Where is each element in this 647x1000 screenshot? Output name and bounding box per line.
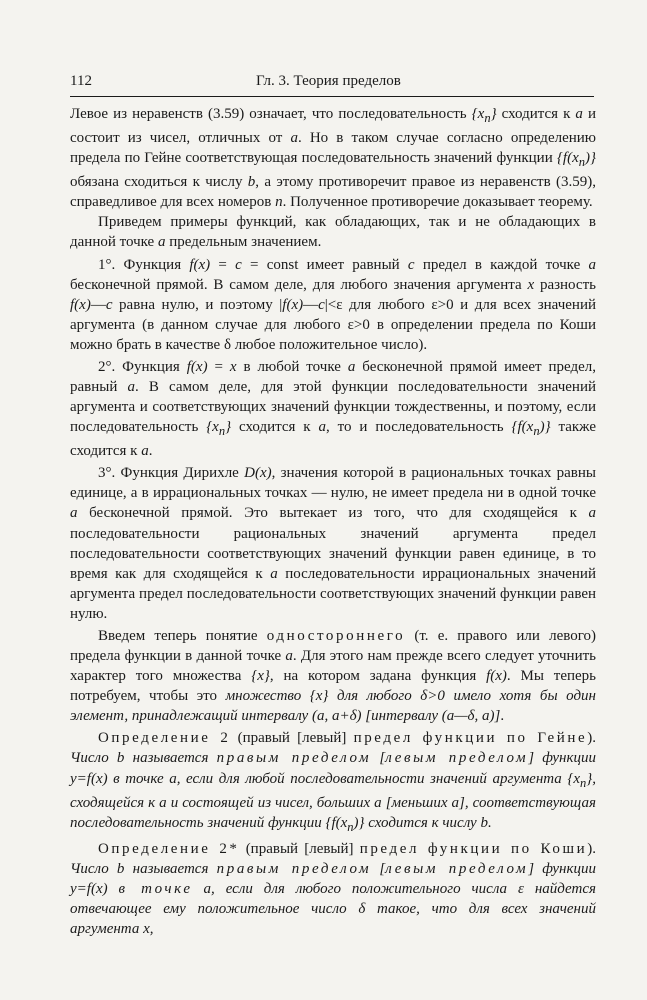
text-run: последовательности рациональных значений аргумента предел последовательности соответствующих значений функции равен единице, в то время как для сходящейся к (70, 525, 596, 582)
math-italic-run: левым пределом (385, 750, 529, 767)
math-italic-run: {x (471, 106, 485, 122)
text-run: . Но в таком случае согласно определению предела по Гейне соответствующая последовательность значений функции (70, 130, 597, 167)
text-run: (правый [левый] (239, 840, 360, 857)
text-run: Определение 2 (98, 730, 231, 747)
math-italic-run: n (275, 194, 283, 211)
math-italic-run: {x} (251, 668, 270, 685)
text-run: ). (587, 840, 596, 857)
paragraph-examples-intro (70, 212, 596, 252)
text-run: , на котором задана функция (269, 668, 487, 685)
text-run: бесконечной прямой. Это вытекает из того, что для сходящейся к (77, 505, 589, 522)
text-run: = (210, 256, 236, 273)
text-run: (т. е. правого или левого) предела функции в данной точке (70, 627, 596, 665)
page-number: 112 (70, 73, 92, 89)
math-italic-run: левым пределом (385, 860, 529, 877)
text-run: одностороннего (266, 627, 406, 644)
paragraph-example-2 (70, 357, 596, 461)
text-run: , то и последовательность (326, 419, 512, 436)
math-italic-run: )} (585, 150, 596, 167)
text-run: сходится к (496, 106, 576, 122)
math-italic-run: a (141, 443, 149, 460)
math-italic-run: c (105, 296, 113, 313)
math-italic-run: a (157, 234, 166, 251)
math-italic-run: a (70, 505, 78, 522)
text-run: . (500, 708, 505, 725)
text-run: |<ε для любого ε>0 и для всех значений аргумента (в данном случае для любого ε>0 в определении предела по Коши можно брать в качестве δ любое положительное число). (70, 296, 596, 353)
text-run: . (148, 443, 153, 460)
text-run: предельным значением. (165, 234, 322, 251)
text-run: сходится к (231, 419, 319, 436)
text-run: и состоит из чисел, отличных от (70, 106, 597, 147)
page-body (70, 104, 596, 941)
text-run: = (207, 358, 230, 375)
running-title: Гл. 3. Теория пределов (256, 73, 401, 89)
text-run: . Мы теперь потребуем, чтобы это (70, 668, 597, 705)
subscript: n (218, 424, 226, 439)
text-run: . Для этого нам прежде всего следует уточнить характер того множества (70, 648, 596, 685)
math-italic-run: a (588, 505, 596, 522)
math-italic-run: f(x) (282, 296, 304, 313)
text-run: Определение 2* (98, 840, 240, 857)
math-italic-run: ] функции y=f(x) (70, 860, 596, 897)
text-run: — (303, 296, 319, 313)
math-italic-run: c (407, 256, 415, 273)
text-run: 2°. Функция (98, 358, 187, 375)
math-italic-run: a (575, 106, 583, 122)
math-italic-run: a, если для любого положительного числа ε найдется отвечающее ему положительное число δ такое, что для всех значений аргумента x, (70, 880, 596, 938)
math-italic-run: правым пределом (216, 860, 372, 877)
math-italic-run: f(x) (186, 358, 208, 375)
text-run: 1°. Функция (98, 256, 190, 273)
text-run: — (90, 296, 106, 313)
text-run: , а этому противоречит правое из неравенств (3.59), справедливое для всех номеров (70, 174, 596, 211)
subscript: n (484, 111, 491, 125)
math-italic-run: b (247, 174, 256, 191)
subscript: n (578, 155, 585, 170)
text-run: . Полученное противоречие доказывает теорему. (282, 194, 593, 211)
text-run: также сходится к (70, 419, 596, 460)
text-run: предел функции по Коши (359, 840, 588, 857)
text-run: Приведем примеры функций, как обладающих, так и не обладающих в данной точке (70, 214, 596, 251)
text-run: 3°. Функция Дирихле (98, 465, 245, 482)
text-run: в любой точке (236, 358, 348, 375)
subscript: n (347, 819, 354, 834)
math-italic-run: x (527, 276, 535, 293)
math-italic-run: c (235, 256, 242, 273)
math-italic-run: } (490, 106, 497, 122)
text-run: , значения которой в рациональных точках равны единице, а в иррациональных точках — нулю, не имеет предела ни в одной точке (70, 465, 596, 502)
math-italic-run: a (285, 648, 293, 665)
text-run: разность (534, 276, 596, 293)
math-italic-run: Число b называется (70, 750, 217, 767)
paragraph-proof-end (70, 104, 596, 212)
text-run: = const имеет равный (241, 256, 408, 273)
math-italic-run: {f(x (556, 150, 579, 167)
math-italic-run: {x (206, 419, 219, 436)
text-run: последовательности иррациональных значений аргумента предел последовательности соответствующих значений функции равен нулю. (70, 565, 596, 622)
math-italic-run: x (229, 358, 237, 375)
text-run: предел функции по Гейне (353, 730, 588, 747)
math-italic-run: [ (371, 860, 386, 877)
text-run: ). (587, 730, 596, 747)
subscript: n (533, 424, 540, 439)
math-italic-run: }, сходящейся к a и состоящей из чисел, больших a [меньших a], соответствующая последовательность значений функции {f(x (70, 770, 596, 831)
math-italic-run: } (225, 419, 232, 436)
math-italic-run: )} сходится к числу b. (353, 814, 492, 831)
math-italic-run: c (318, 296, 325, 313)
math-italic-run: f(x) (189, 256, 211, 273)
text-run: равна нулю, и поэтому | (112, 296, 283, 313)
text-run: обязана сходиться к числу (70, 174, 248, 191)
math-italic-run: D(x) (244, 465, 272, 482)
text-run: бесконечной прямой имеет предел, равный (70, 358, 596, 396)
math-italic-run: f(x) (70, 296, 91, 313)
math-italic-run: )} (539, 419, 551, 436)
math-italic-run: a (127, 379, 135, 396)
paragraph-one-sided-limit (70, 626, 596, 726)
math-italic-run: a (588, 256, 596, 273)
math-italic-run: a (290, 130, 298, 147)
math-italic-run: Число b называется (70, 860, 217, 877)
subscript: n (580, 775, 587, 790)
header-rule (70, 96, 594, 97)
text-run: Введем теперь понятие (98, 627, 267, 644)
text-run: предел в каждой точке (414, 256, 589, 273)
math-italic-run: a (270, 565, 278, 582)
paragraph-definition-2-star (70, 839, 596, 939)
math-italic-run: [ (371, 750, 386, 767)
math-italic-run: a (347, 358, 356, 375)
math-italic-run: a (318, 419, 326, 436)
math-italic-run: множество {x} для любого δ>0 имело хотя бы один элемент, принадлежащий интервалу (a, a+δ) [интервалу (a—δ, a)] (70, 688, 596, 725)
math-italic-run: {f(x (511, 419, 534, 436)
text-run: . В самом деле, для этой функции последовательности значений аргумента и соответствующих значений функции тождественны, и поэтому, если последовательность (70, 379, 596, 436)
text-run: Левое из неравенств (3.59) означает, что последовательность (70, 106, 472, 122)
text-run: (правый [левый] (230, 730, 354, 747)
math-italic-run: правым пределом (216, 750, 372, 767)
text-run: бесконечной прямой. В самом деле, для любого значения аргумента (70, 276, 528, 293)
paragraph-example-1 (70, 255, 596, 355)
math-italic-run: в точке (118, 880, 193, 897)
paragraph-definition-2 (70, 728, 596, 836)
paragraph-example-3 (70, 463, 596, 624)
math-italic-run: f(x) (486, 668, 507, 685)
math-italic-run: ] функции y=f(x) в точке a, если для любой последовательности значений аргумента {x (70, 750, 596, 787)
